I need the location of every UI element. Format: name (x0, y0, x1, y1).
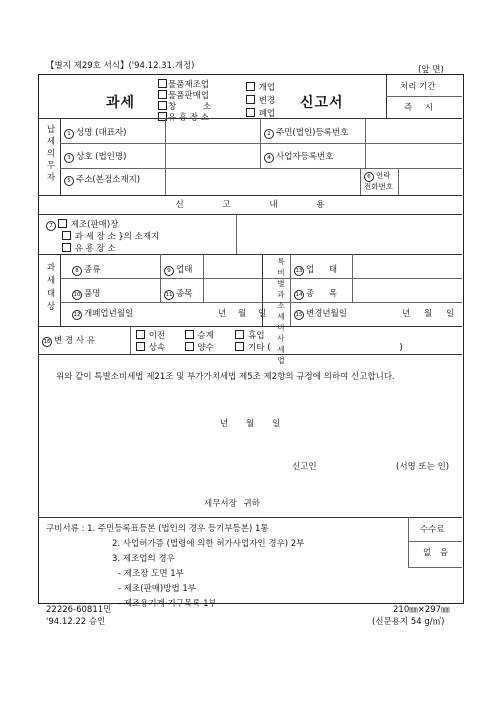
opt-move[interactable]: 이전 (136, 330, 182, 342)
declaration-text: 위와 같이 특별소비세법 제21조 및 부가가치세법 제5조 제2항의 규정에 의하여 신고합니다. (56, 372, 395, 382)
checkbox[interactable] (158, 79, 167, 88)
opt-inherit[interactable]: 상속 (136, 342, 182, 354)
checkbox[interactable] (136, 342, 145, 351)
type-open[interactable]: 개업 (246, 82, 275, 95)
type-close[interactable]: 폐업 (246, 108, 275, 121)
type-warehouse[interactable]: 창 소 (158, 101, 211, 112)
checkbox[interactable] (136, 330, 145, 339)
decl-month: 월 (246, 419, 255, 429)
type-change[interactable]: 변경 (246, 95, 275, 108)
change-date-day: 일 (446, 309, 455, 319)
open-date-year: 년 (218, 309, 227, 319)
checkbox[interactable] (235, 342, 244, 351)
applicant-label: 신고인 (292, 462, 317, 472)
change-date-label: 15 변경년월일 (295, 309, 348, 319)
footer-paper: (신문용지 54 g/㎡) (372, 617, 445, 627)
open-date-day: 일 (258, 309, 267, 319)
doc-item-5: - 제조(판매)방법 1부 (118, 584, 196, 594)
doc-item-3: 3. 제조업의 경우 (112, 554, 175, 564)
location-group (46, 219, 159, 255)
contact-label: 6 연락 전화번호 (364, 171, 393, 191)
loc-factory[interactable]: 7 제조(판매)장 (46, 219, 159, 231)
loc-entertainment[interactable]: 유 흥 장 소 (46, 243, 159, 255)
opt-other[interactable]: 기타 ( (235, 342, 399, 354)
doc-item-6: - 제조용기계·기구목록 1부 (118, 599, 217, 609)
doc-item-2: 2. 사업허가증 (법령에 의한 허가사업자인 경우) 2부 (112, 539, 305, 549)
decl-year: 년 (220, 419, 229, 429)
applicant-input[interactable] (320, 460, 390, 472)
checkbox[interactable] (246, 82, 255, 91)
open-date-month: 월 (238, 309, 247, 319)
page-side: (앞 면) (418, 65, 444, 75)
processing-label: 처리 기간 (400, 82, 436, 92)
footer-code: 22226-60811민 (46, 605, 112, 615)
opt-succession[interactable]: 승계 (185, 330, 233, 342)
s-business-label: 13 업 태 (295, 265, 344, 275)
type-sales[interactable]: 물품판매업 (158, 90, 211, 101)
report-heading: 신 고 내 용 (175, 200, 325, 210)
fee-label: 수수료 (420, 525, 445, 535)
footer-approved: '94.12.22 승인 (46, 617, 106, 627)
taxable-section-label: 과세대상 (46, 263, 56, 312)
change-date-month: 월 (424, 309, 433, 319)
form-number: 【별지 제29호 서식】('94.12.31.개정) (46, 61, 195, 71)
sign-label: (서명 또는 인) (396, 462, 450, 472)
checkbox[interactable] (62, 231, 71, 240)
open-date-label: 12 개폐업년월일 (73, 309, 134, 319)
reg-no-label: 2 주민(법인)등록번호 (264, 129, 348, 139)
checkbox[interactable] (185, 330, 194, 339)
processing-value: 즉 시 (404, 103, 434, 113)
checkbox[interactable] (246, 108, 255, 117)
opt-transfer[interactable]: 양수 (185, 342, 233, 354)
business-type-group (158, 79, 211, 123)
item-label: 10 품명 (73, 289, 101, 299)
doc-item-1: 1. 주민등록표등본 (법인의 경우 등기부등본) 1통 (87, 524, 269, 534)
checkbox[interactable] (235, 330, 244, 339)
trade-name-label: 3 상호 (법인명) (64, 153, 126, 163)
documents-label: 구비서류 : (46, 524, 85, 534)
special-label: 특비별과소세비사세업 (277, 257, 285, 365)
reg-no-input[interactable] (368, 120, 458, 140)
business-label: 9 업태 (164, 266, 192, 276)
checkbox[interactable] (58, 219, 67, 228)
category-label: 11 종목 (165, 289, 193, 299)
taxpayer-section-label: 납세의무자 (46, 125, 56, 183)
change-options: 이전 승계 휴업 상속 양수 기타 ( ) (136, 330, 403, 354)
checkbox[interactable] (246, 95, 255, 104)
doc-item-4: - 제조장 도면 1부 (118, 569, 184, 579)
opt-suspend[interactable]: 휴업 (235, 330, 275, 342)
checkbox[interactable] (185, 342, 194, 351)
type-manufacturing[interactable]: 물품제조업 (158, 79, 211, 90)
type-entertainment[interactable]: 유 흥 장 소 (158, 112, 211, 123)
title-left: 과세 (106, 95, 136, 111)
checkbox[interactable] (158, 101, 167, 110)
decl-day: 일 (272, 419, 281, 429)
fee-value: 없 음 (423, 548, 449, 558)
location-input[interactable] (240, 216, 458, 252)
checkbox[interactable] (158, 90, 167, 99)
s-category-label: 14 종 목 (295, 289, 344, 299)
loc-taxable-place[interactable]: 과 세 장 소 }의 소재지 (46, 231, 159, 243)
checkbox[interactable] (62, 243, 71, 252)
change-date-year: 년 (402, 309, 411, 319)
address-label: 5 주소(본점소재지) (64, 176, 140, 186)
report-type-group (246, 82, 275, 121)
footer-size: 210㎜×297㎜ (393, 605, 450, 615)
documents-block (46, 522, 304, 612)
recipient-label: 세무서장 귀하 (204, 499, 260, 509)
name-label: 1 성명 (대표자) (64, 129, 126, 139)
change-reason-label: 16 변 경 사 유 (43, 336, 95, 346)
kind-label: 8 종류 (72, 266, 100, 276)
title-right: 신고서 (300, 95, 344, 111)
biz-no-label: 4 사업자등록번호 (264, 153, 333, 163)
